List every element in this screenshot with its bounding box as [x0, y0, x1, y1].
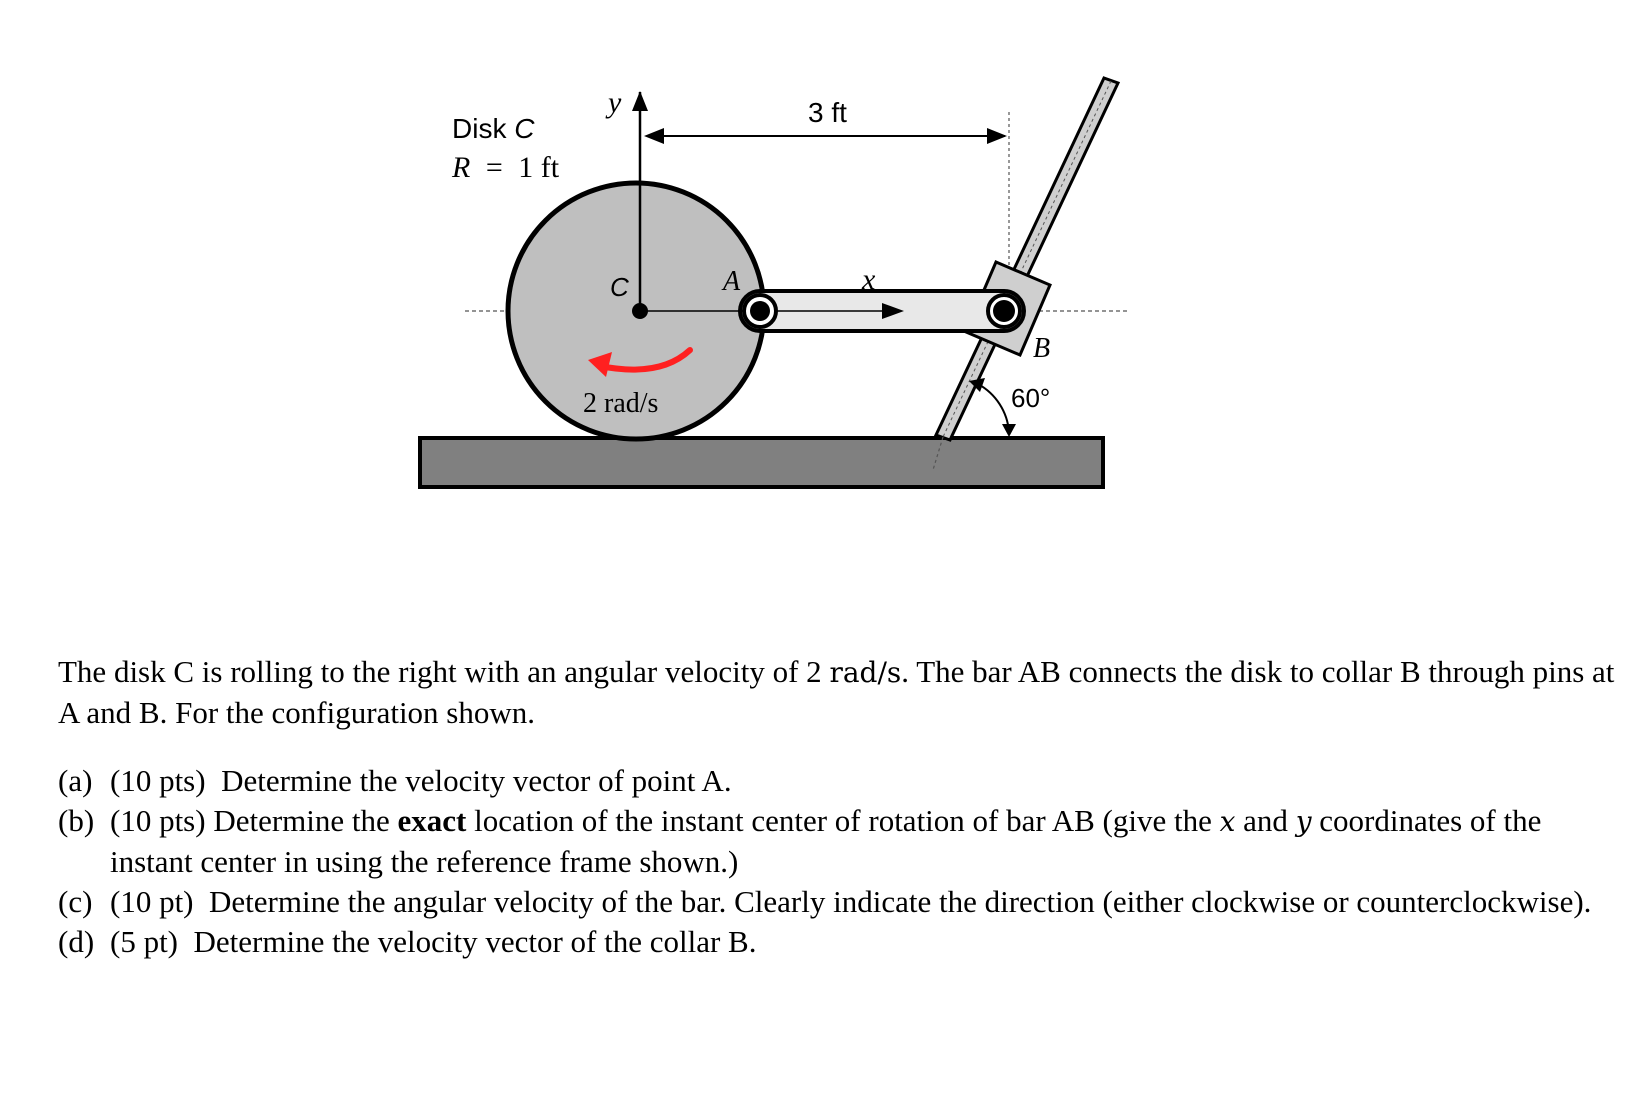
question-c: (c) (10 pt) Determine the angular velocity of the bar. Clearly indicate the direction (either clockwise or counterclockwise). [58, 884, 1592, 919]
question-d: (d) (5 pt) Determine the velocity vector of the collar B. [58, 924, 757, 959]
center-c-dot [632, 303, 648, 319]
problem-statement [58, 652, 1618, 962]
point-b-label: B [1033, 333, 1051, 364]
question-list [58, 761, 1618, 962]
question-b: (b) (10 pts) Determine the exact location of the instant center of rotation of bar AB (give the x and y coordinates of the instant center in using the reference frame shown.) [58, 803, 1542, 879]
radius-label: R = 1 ft [452, 151, 560, 184]
pin-b [993, 300, 1015, 322]
y-axis-label: y [608, 86, 622, 119]
pin-a [750, 301, 770, 321]
problem-intro: The disk C is rolling to the right with an angular velocity of 2 rad/s. The bar AB connects the disk to collar B through pins at A and B. For the configuration shown. [58, 654, 1615, 730]
question-a: (a) (10 pts) Determine the velocity vector of point A. [58, 763, 732, 798]
omega-label: 2 rad/s [583, 388, 659, 419]
distance-label: 3 ft [808, 97, 847, 128]
distance-arrowhead-right [987, 128, 1007, 144]
center-label: C [610, 272, 629, 302]
point-a-label: A [723, 266, 741, 297]
angle-arrowhead-bottom [1002, 424, 1016, 437]
disk-label: Disk C [452, 113, 535, 144]
x-axis-label: x [862, 263, 876, 296]
angle-label: 60° [1011, 383, 1051, 413]
ground [420, 438, 1103, 487]
distance-arrowhead-left [644, 128, 664, 144]
